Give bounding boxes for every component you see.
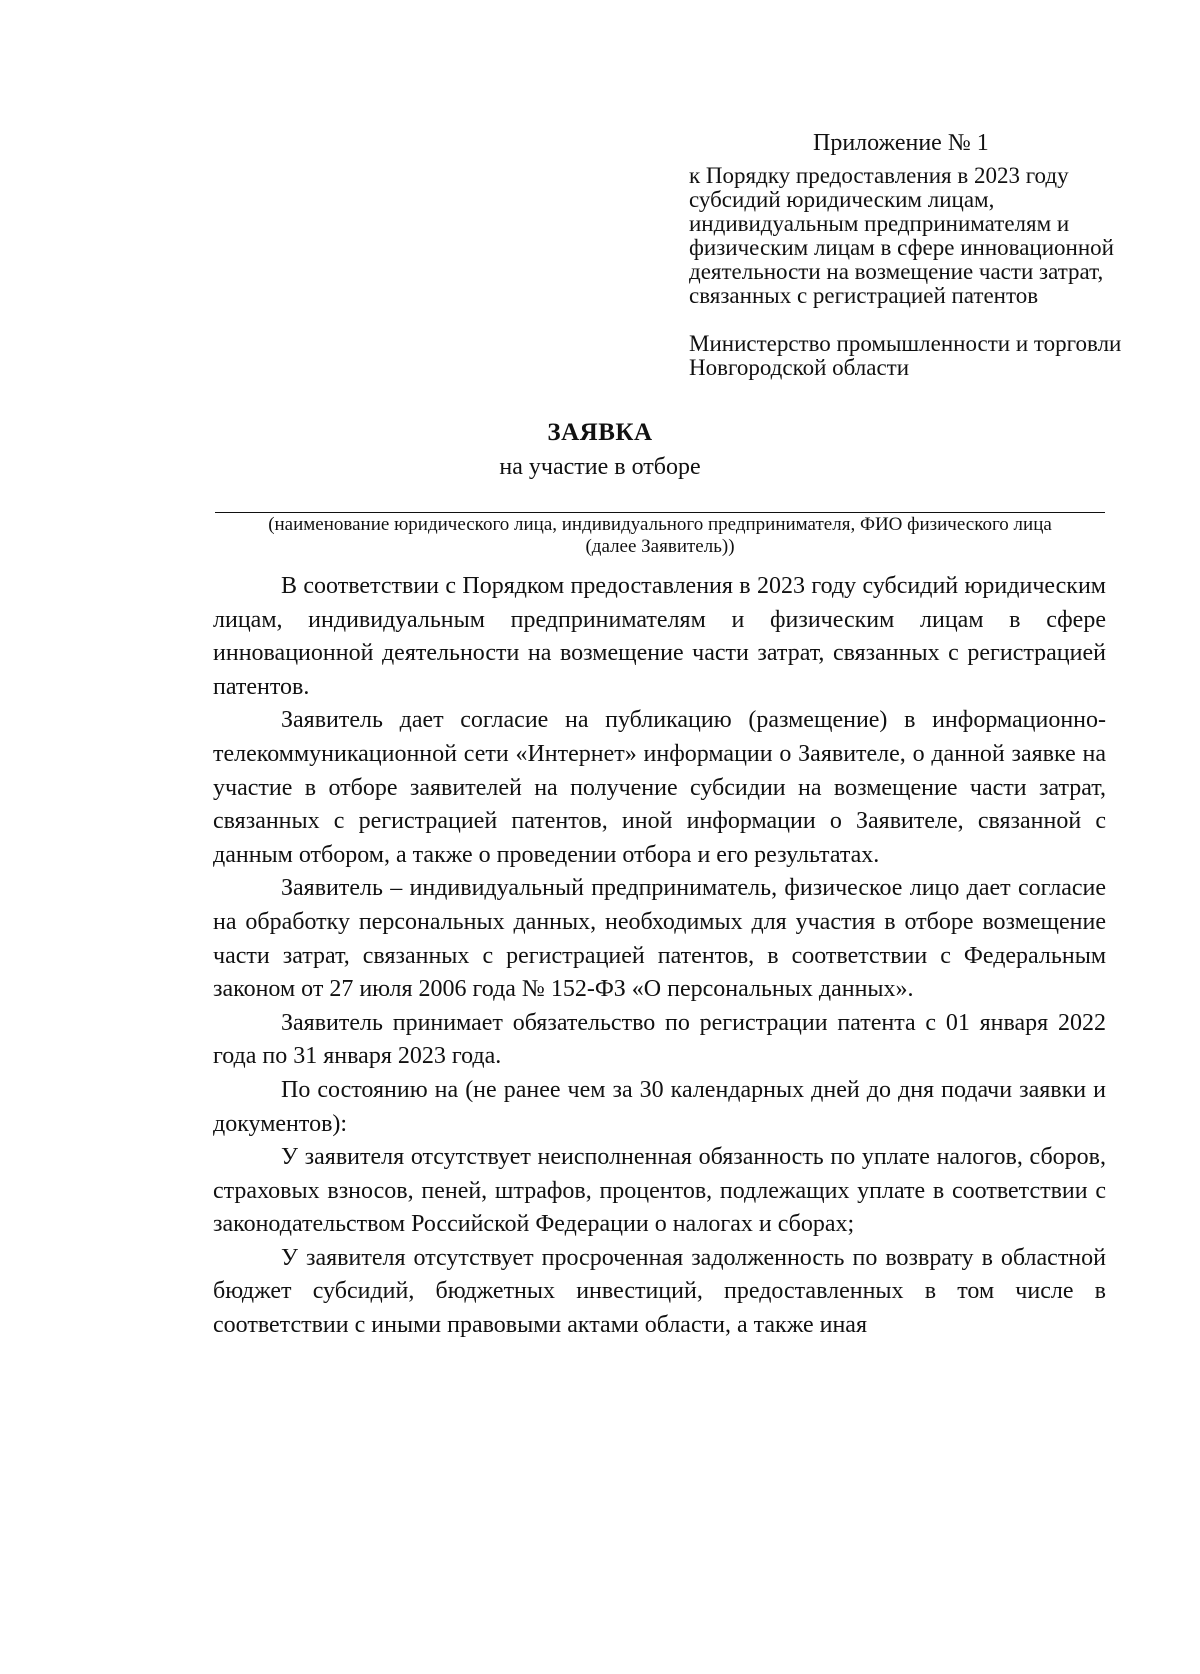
paragraph: Заявитель дает согласие на публикацию (размещение) в информационно-телекоммуникационной сети «Интернет» информации о Заявителе, о данной заявке на участие в отборе заявителей на получение субсидии на возмещение части затрат, связанных с регистрацией патентов, иной информации о Заявителе, связанной с данным отбором, а также о проведении отбора и его результатах. — [213, 707, 1106, 868]
paragraph: У заявителя отсутствует неисполненная обязанность по уплате налогов, сборов, страховых взносов, пеней, штрафов, процентов, подлежащих уплате в соответствии с законодательством Российской Федерации о налогах и сборах; — [213, 1144, 1106, 1238]
ministry-addressee: Министерство промышленности и торговли Новгородской области — [689, 331, 1122, 380]
paragraph: В соответствии с Порядком предоставления в 2023 году субсидий юридическим лицам, индивидуальным предпринимателям и физическим лицам в сфере инновационной деятельности на возмещение части затрат, связанных с регистрацией патентов. — [213, 573, 1106, 700]
paragraph: У заявителя отсутствует просроченная задолженность по возврату в областной бюджет субсидий, бюджетных инвестиций, предоставленных в том числе в соответствии с иными правовыми актами области, а также иная — [213, 1244, 1106, 1339]
appendix-header — [689, 128, 1139, 380]
document-body — [213, 570, 1106, 1343]
paragraph: Заявитель принимает обязательство по регистрации патента с 01 января 2022 года по 31 января 2023 года. — [213, 1009, 1106, 1070]
appendix-reference: к Порядку предоставления в 2023 году субсидий юридическим лицам, индивидуальным предпринимателям и физическим лицам в сфере инновационной деятельности на возмещение части затрат, связанных с регистрацией патентов — [689, 163, 1114, 308]
applicant-name-blank-line — [215, 512, 1105, 513]
document-subtitle: на участие в отборе — [499, 454, 701, 480]
applicant-name-caption: (наименование юридического лица, индивидуального предпринимателя, ФИО физического лица (далее Заявитель)) — [268, 514, 1052, 557]
paragraph: По состоянию на (не ранее чем за 30 календарных дней до дня подачи заявки и документов): — [213, 1076, 1106, 1137]
paragraph: Заявитель – индивидуальный предприниматель, физическое лицо дает согласие на обработку персональных данных, необходимых для участия в отборе возмещение части затрат, связанных с регистрацией патентов, в соответствии с Федеральным законом от 27 июля 2006 года № 152-ФЗ «О персональных данных». — [213, 875, 1106, 1003]
document-title: ЗАЯВКА — [547, 419, 653, 446]
appendix-title: Приложение № 1 — [813, 130, 989, 156]
